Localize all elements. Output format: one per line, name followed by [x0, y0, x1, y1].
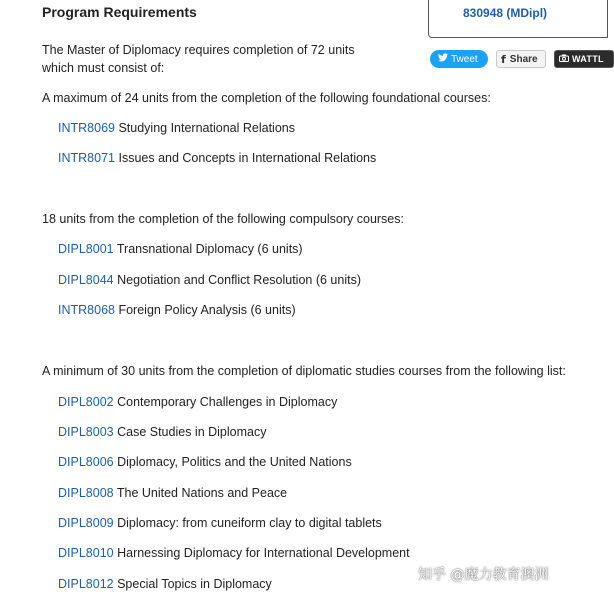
course-item — [58, 455, 352, 469]
tweet-button[interactable] — [430, 50, 488, 68]
course-item — [58, 151, 376, 165]
course-code-link[interactable]: DIPL8001 — [58, 242, 114, 256]
course-item — [58, 486, 287, 500]
course-title: Studying International Relations — [118, 121, 295, 135]
wattle-label: WATTL — [572, 54, 604, 64]
course-title: Issues and Concepts in International Relations — [118, 151, 377, 165]
course-code-link[interactable]: INTR8068 — [58, 303, 115, 317]
course-item — [58, 425, 266, 439]
course-item — [58, 273, 361, 287]
course-item — [58, 577, 272, 591]
facebook-share-button[interactable] — [496, 50, 546, 68]
course-item — [58, 546, 410, 560]
course-code-link[interactable]: DIPL8010 — [58, 546, 114, 560]
course-title: Transnational Diplomacy (6 units) — [116, 242, 303, 256]
course-item — [58, 395, 337, 409]
twitter-bird-icon — [438, 53, 448, 65]
course-title: Negotiation and Conflict Resolution (6 units) — [117, 273, 361, 287]
course-code-link[interactable]: DIPL8008 — [58, 486, 114, 500]
course-code-link[interactable]: DIPL8002 — [58, 395, 114, 409]
course-title: Foreign Policy Analysis (6 units) — [118, 303, 296, 317]
course-title: Harnessing Diplomacy for International Development — [117, 546, 410, 560]
share-label: Share — [509, 53, 538, 65]
tweet-label: Tweet — [451, 53, 478, 65]
course-title: The United Nations and Peace — [116, 486, 288, 500]
course-code-link[interactable]: DIPL8012 — [58, 577, 114, 591]
course-title: Diplomacy: from cuneiform clay to digital tablets — [117, 516, 382, 530]
course-code-link[interactable]: DIPL8009 — [58, 516, 114, 530]
course-item — [58, 303, 296, 317]
group-label-foundational: A maximum of 24 units from the completion of the following foundational courses: — [42, 91, 491, 105]
course-code-link[interactable]: DIPL8044 — [58, 273, 114, 287]
course-title: Contemporary Challenges in Diplomacy — [117, 395, 338, 409]
course-code-link[interactable]: DIPL8006 — [58, 455, 114, 469]
program-code-link[interactable]: 830948 (MDipl) — [463, 6, 548, 20]
course-code-link[interactable]: INTR8071 — [58, 151, 115, 165]
watermark: 知乎 @魔力教育澳洲 — [418, 567, 549, 583]
course-code-link[interactable]: DIPL8003 — [58, 425, 114, 439]
group-label-diplomatic-studies: A minimum of 30 units from the completion of diplomatic studies courses from the following list: — [42, 364, 566, 378]
group-label-compulsory: 18 units from the completion of the following compulsory courses: — [42, 212, 404, 226]
section-heading: Program Requirements — [42, 4, 197, 20]
course-item — [58, 516, 382, 530]
program-code-box — [428, 0, 608, 38]
course-title: Special Topics in Diplomacy — [117, 577, 272, 591]
course-title: Case Studies in Diplomacy — [117, 425, 267, 439]
wattle-button[interactable] — [554, 50, 614, 68]
course-item — [58, 121, 295, 135]
course-code-link[interactable]: INTR8069 — [58, 121, 115, 135]
requirements-intro: The Master of Diplomacy requires completion of 72 units which must consist of: — [42, 43, 355, 75]
facebook-icon: f — [501, 52, 506, 66]
camera-icon — [559, 54, 569, 64]
course-item — [58, 242, 303, 256]
course-title: Diplomacy, Politics and the United Nations — [117, 455, 352, 469]
